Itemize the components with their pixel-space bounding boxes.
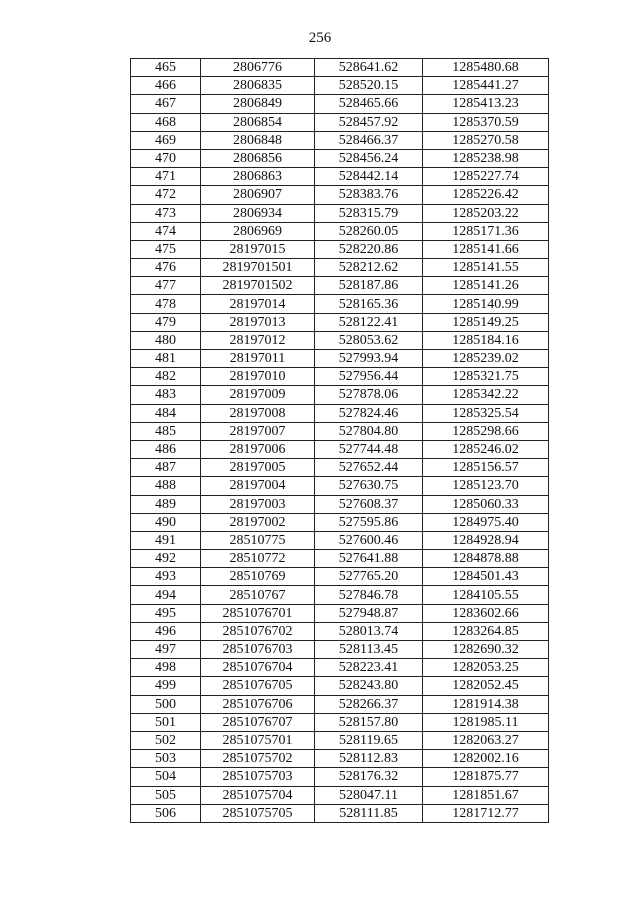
table-row: [131, 259, 549, 277]
table-row: [131, 313, 549, 331]
table-row: [131, 677, 549, 695]
table-row: [131, 659, 549, 677]
x-coordinate-cell: 527652.44: [315, 459, 423, 477]
point-id-cell: 2806863: [201, 168, 315, 186]
y-coordinate-cell: 1285238.98: [423, 149, 549, 167]
row-number-cell: 506: [131, 804, 201, 822]
x-coordinate-cell: 528465.66: [315, 95, 423, 113]
y-coordinate-cell: 1282002.16: [423, 750, 549, 768]
x-coordinate-cell: 527804.80: [315, 422, 423, 440]
row-number-cell: 491: [131, 531, 201, 549]
table-row: [131, 404, 549, 422]
y-coordinate-cell: 1284501.43: [423, 568, 549, 586]
row-number-cell: 479: [131, 313, 201, 331]
point-id-cell: 28197013: [201, 313, 315, 331]
row-number-cell: 492: [131, 550, 201, 568]
x-coordinate-cell: 528220.86: [315, 240, 423, 258]
table-row: [131, 131, 549, 149]
table-row: [131, 713, 549, 731]
x-coordinate-cell: 528047.11: [315, 786, 423, 804]
x-coordinate-cell: 527608.37: [315, 495, 423, 513]
table-row: [131, 568, 549, 586]
point-id-cell: 2806849: [201, 95, 315, 113]
table-row: [131, 459, 549, 477]
table-row: [131, 168, 549, 186]
row-number-cell: 489: [131, 495, 201, 513]
table-row: [131, 222, 549, 240]
y-coordinate-cell: 1285441.27: [423, 77, 549, 95]
point-id-cell: 28197003: [201, 495, 315, 513]
point-id-cell: 28197005: [201, 459, 315, 477]
x-coordinate-cell: 528266.37: [315, 695, 423, 713]
y-coordinate-cell: 1285203.22: [423, 204, 549, 222]
y-coordinate-cell: 1285141.26: [423, 277, 549, 295]
x-coordinate-cell: 527641.88: [315, 550, 423, 568]
table-row: [131, 768, 549, 786]
row-number-cell: 475: [131, 240, 201, 258]
row-number-cell: 505: [131, 786, 201, 804]
y-coordinate-cell: 1283264.85: [423, 622, 549, 640]
table-row: [131, 386, 549, 404]
point-id-cell: 2851076701: [201, 604, 315, 622]
point-id-cell: 2819701501: [201, 259, 315, 277]
y-coordinate-cell: 1281712.77: [423, 804, 549, 822]
x-coordinate-cell: 528165.36: [315, 295, 423, 313]
y-coordinate-cell: 1285171.36: [423, 222, 549, 240]
row-number-cell: 501: [131, 713, 201, 731]
x-coordinate-cell: 528122.41: [315, 313, 423, 331]
x-coordinate-cell: 527600.46: [315, 531, 423, 549]
y-coordinate-cell: 1282052.45: [423, 677, 549, 695]
y-coordinate-cell: 1281914.38: [423, 695, 549, 713]
row-number-cell: 485: [131, 422, 201, 440]
x-coordinate-cell: 528157.80: [315, 713, 423, 731]
y-coordinate-cell: 1283602.66: [423, 604, 549, 622]
table-row: [131, 186, 549, 204]
row-number-cell: 478: [131, 295, 201, 313]
table-row: [131, 295, 549, 313]
x-coordinate-cell: 527824.46: [315, 404, 423, 422]
y-coordinate-cell: 1285149.25: [423, 313, 549, 331]
point-id-cell: 2851075701: [201, 731, 315, 749]
x-coordinate-cell: 528013.74: [315, 622, 423, 640]
y-coordinate-cell: 1285156.57: [423, 459, 549, 477]
x-coordinate-cell: 528111.85: [315, 804, 423, 822]
row-number-cell: 502: [131, 731, 201, 749]
y-coordinate-cell: 1285370.59: [423, 113, 549, 131]
x-coordinate-cell: 528442.14: [315, 168, 423, 186]
x-coordinate-cell: 528112.83: [315, 750, 423, 768]
point-id-cell: 2851076707: [201, 713, 315, 731]
y-coordinate-cell: 1282063.27: [423, 731, 549, 749]
table-row: [131, 604, 549, 622]
point-id-cell: 2806848: [201, 131, 315, 149]
point-id-cell: 2851075703: [201, 768, 315, 786]
table-body: [131, 59, 549, 823]
row-number-cell: 493: [131, 568, 201, 586]
x-coordinate-cell: 527765.20: [315, 568, 423, 586]
row-number-cell: 480: [131, 331, 201, 349]
row-number-cell: 467: [131, 95, 201, 113]
y-coordinate-cell: 1285270.58: [423, 131, 549, 149]
row-number-cell: 471: [131, 168, 201, 186]
y-coordinate-cell: 1285140.99: [423, 295, 549, 313]
y-coordinate-cell: 1285060.33: [423, 495, 549, 513]
table-row: [131, 331, 549, 349]
table-row: [131, 695, 549, 713]
y-coordinate-cell: 1285321.75: [423, 368, 549, 386]
x-coordinate-cell: 528466.37: [315, 131, 423, 149]
table-row: [131, 422, 549, 440]
point-id-cell: 28197015: [201, 240, 315, 258]
point-id-cell: 2851075704: [201, 786, 315, 804]
point-id-cell: 2806969: [201, 222, 315, 240]
row-number-cell: 466: [131, 77, 201, 95]
point-id-cell: 2819701502: [201, 277, 315, 295]
row-number-cell: 498: [131, 659, 201, 677]
row-number-cell: 477: [131, 277, 201, 295]
row-number-cell: 488: [131, 477, 201, 495]
point-id-cell: 2851076706: [201, 695, 315, 713]
row-number-cell: 469: [131, 131, 201, 149]
row-number-cell: 487: [131, 459, 201, 477]
point-id-cell: 2806934: [201, 204, 315, 222]
point-id-cell: 28197010: [201, 368, 315, 386]
y-coordinate-cell: 1285325.54: [423, 404, 549, 422]
x-coordinate-cell: 528119.65: [315, 731, 423, 749]
row-number-cell: 497: [131, 641, 201, 659]
row-number-cell: 495: [131, 604, 201, 622]
table-row: [131, 204, 549, 222]
point-id-cell: 2851076704: [201, 659, 315, 677]
row-number-cell: 468: [131, 113, 201, 131]
y-coordinate-cell: 1285227.74: [423, 168, 549, 186]
coordinates-table: [130, 58, 549, 823]
table-row: [131, 95, 549, 113]
point-id-cell: 2851075702: [201, 750, 315, 768]
table-row: [131, 750, 549, 768]
row-number-cell: 483: [131, 386, 201, 404]
y-coordinate-cell: 1282690.32: [423, 641, 549, 659]
point-id-cell: 2851076703: [201, 641, 315, 659]
table-row: [131, 622, 549, 640]
row-number-cell: 494: [131, 586, 201, 604]
point-id-cell: 28197009: [201, 386, 315, 404]
x-coordinate-cell: 528187.86: [315, 277, 423, 295]
x-coordinate-cell: 528113.45: [315, 641, 423, 659]
x-coordinate-cell: 527948.87: [315, 604, 423, 622]
table-row: [131, 113, 549, 131]
y-coordinate-cell: 1284878.88: [423, 550, 549, 568]
x-coordinate-cell: 528243.80: [315, 677, 423, 695]
table-row: [131, 731, 549, 749]
table-row: [131, 495, 549, 513]
point-id-cell: 2851076702: [201, 622, 315, 640]
row-number-cell: 473: [131, 204, 201, 222]
y-coordinate-cell: 1285123.70: [423, 477, 549, 495]
page-number: 256: [308, 30, 332, 46]
table-row: [131, 350, 549, 368]
row-number-cell: 503: [131, 750, 201, 768]
x-coordinate-cell: 528383.76: [315, 186, 423, 204]
x-coordinate-cell: 528212.62: [315, 259, 423, 277]
x-coordinate-cell: 527956.44: [315, 368, 423, 386]
table-row: [131, 440, 549, 458]
y-coordinate-cell: 1285141.66: [423, 240, 549, 258]
y-coordinate-cell: 1281985.11: [423, 713, 549, 731]
table-row: [131, 804, 549, 822]
row-number-cell: 474: [131, 222, 201, 240]
point-id-cell: 28197012: [201, 331, 315, 349]
y-coordinate-cell: 1285298.66: [423, 422, 549, 440]
table-row: [131, 641, 549, 659]
x-coordinate-cell: 528457.92: [315, 113, 423, 131]
point-id-cell: 28510769: [201, 568, 315, 586]
table-row: [131, 786, 549, 804]
y-coordinate-cell: 1285413.23: [423, 95, 549, 113]
point-id-cell: 28510772: [201, 550, 315, 568]
point-id-cell: 28197011: [201, 350, 315, 368]
row-number-cell: 500: [131, 695, 201, 713]
table-row: [131, 77, 549, 95]
point-id-cell: 28197004: [201, 477, 315, 495]
x-coordinate-cell: 528520.15: [315, 77, 423, 95]
table-row: [131, 59, 549, 77]
x-coordinate-cell: 528176.32: [315, 768, 423, 786]
y-coordinate-cell: 1285184.16: [423, 331, 549, 349]
point-id-cell: 2806776: [201, 59, 315, 77]
point-id-cell: 28197002: [201, 513, 315, 531]
row-number-cell: 484: [131, 404, 201, 422]
table-row: [131, 477, 549, 495]
row-number-cell: 476: [131, 259, 201, 277]
table-row: [131, 368, 549, 386]
point-id-cell: 28510775: [201, 531, 315, 549]
x-coordinate-cell: 528641.62: [315, 59, 423, 77]
table-row: [131, 277, 549, 295]
table-row: [131, 513, 549, 531]
x-coordinate-cell: 527630.75: [315, 477, 423, 495]
y-coordinate-cell: 1281851.67: [423, 786, 549, 804]
y-coordinate-cell: 1285342.22: [423, 386, 549, 404]
x-coordinate-cell: 527744.48: [315, 440, 423, 458]
x-coordinate-cell: 527846.78: [315, 586, 423, 604]
table-row: [131, 149, 549, 167]
x-coordinate-cell: 527595.86: [315, 513, 423, 531]
y-coordinate-cell: 1281875.77: [423, 768, 549, 786]
y-coordinate-cell: 1285246.02: [423, 440, 549, 458]
row-number-cell: 499: [131, 677, 201, 695]
row-number-cell: 465: [131, 59, 201, 77]
x-coordinate-cell: 528315.79: [315, 204, 423, 222]
row-number-cell: 496: [131, 622, 201, 640]
x-coordinate-cell: 527878.06: [315, 386, 423, 404]
y-coordinate-cell: 1285226.42: [423, 186, 549, 204]
table-row: [131, 550, 549, 568]
y-coordinate-cell: 1285239.02: [423, 350, 549, 368]
y-coordinate-cell: 1285141.55: [423, 259, 549, 277]
x-coordinate-cell: 528260.05: [315, 222, 423, 240]
point-id-cell: 2806856: [201, 149, 315, 167]
row-number-cell: 482: [131, 368, 201, 386]
point-id-cell: 2806907: [201, 186, 315, 204]
row-number-cell: 472: [131, 186, 201, 204]
y-coordinate-cell: 1282053.25: [423, 659, 549, 677]
point-id-cell: 28197006: [201, 440, 315, 458]
row-number-cell: 486: [131, 440, 201, 458]
point-id-cell: 2806854: [201, 113, 315, 131]
point-id-cell: 2851075705: [201, 804, 315, 822]
point-id-cell: 28197014: [201, 295, 315, 313]
x-coordinate-cell: 528053.62: [315, 331, 423, 349]
x-coordinate-cell: 528223.41: [315, 659, 423, 677]
row-number-cell: 470: [131, 149, 201, 167]
point-id-cell: 28510767: [201, 586, 315, 604]
point-id-cell: 28197008: [201, 404, 315, 422]
table-row: [131, 586, 549, 604]
row-number-cell: 481: [131, 350, 201, 368]
row-number-cell: 504: [131, 768, 201, 786]
point-id-cell: 2851076705: [201, 677, 315, 695]
y-coordinate-cell: 1284928.94: [423, 531, 549, 549]
point-id-cell: 2806835: [201, 77, 315, 95]
y-coordinate-cell: 1284105.55: [423, 586, 549, 604]
y-coordinate-cell: 1285480.68: [423, 59, 549, 77]
x-coordinate-cell: 528456.24: [315, 149, 423, 167]
row-number-cell: 490: [131, 513, 201, 531]
point-id-cell: 28197007: [201, 422, 315, 440]
y-coordinate-cell: 1284975.40: [423, 513, 549, 531]
x-coordinate-cell: 527993.94: [315, 350, 423, 368]
table-row: [131, 240, 549, 258]
table-row: [131, 531, 549, 549]
